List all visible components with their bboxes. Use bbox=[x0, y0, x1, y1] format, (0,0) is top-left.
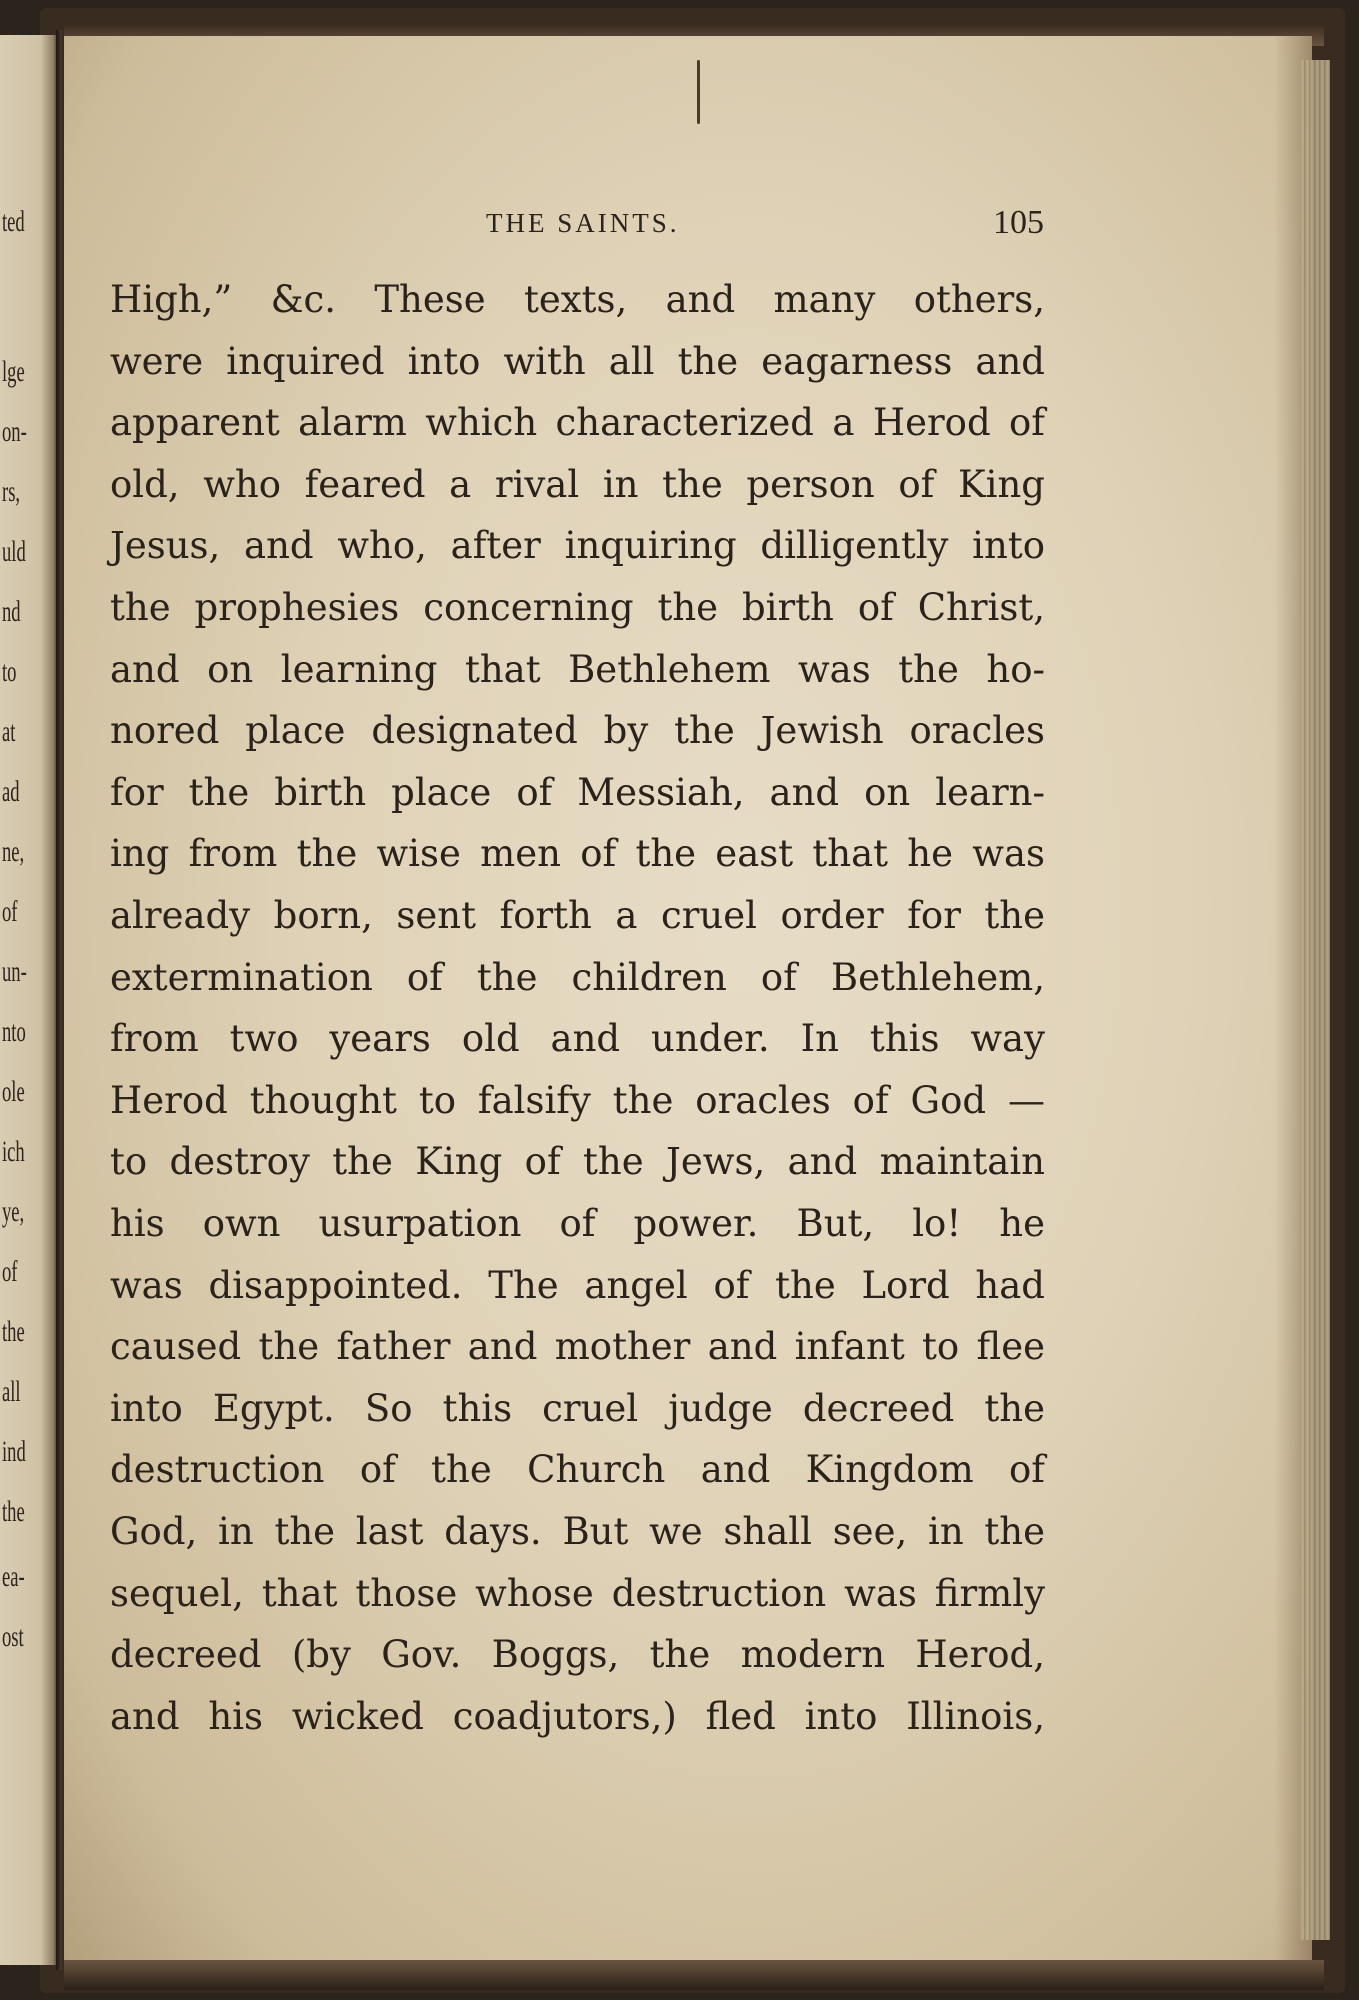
left-page-fragment: the bbox=[2, 1495, 25, 1528]
left-page-fragment: the bbox=[2, 1315, 25, 1348]
left-page-fragment: ole bbox=[2, 1075, 25, 1108]
text-line: and on learning that Bethlehem was the ho- bbox=[110, 647, 1045, 691]
text-line: old, who feared a rival in the person of King bbox=[110, 462, 1045, 506]
fold-mark bbox=[697, 60, 700, 124]
text-line: to destroy the King of the Jews, and maintain bbox=[110, 1140, 1045, 1184]
left-page-fragment: of bbox=[2, 1255, 18, 1288]
text-line: destruction of the Church and Kingdom of bbox=[110, 1448, 1045, 1492]
text-line: was disappointed. The angel of the Lord had bbox=[110, 1263, 1045, 1307]
left-page-fragment: ye, bbox=[2, 1195, 25, 1228]
left-page-fragment: ea- bbox=[2, 1560, 25, 1593]
text-line: already born, sent forth a cruel order for the bbox=[110, 894, 1045, 937]
left-page-fragment: to bbox=[2, 655, 17, 688]
running-head: THE SAINTS. bbox=[486, 208, 680, 238]
text-line: apparent alarm which characterized a Herod of bbox=[110, 401, 1045, 445]
left-page-fragment: un- bbox=[2, 955, 27, 988]
left-page-fragment: lge bbox=[2, 355, 25, 388]
page-edge bbox=[1300, 60, 1330, 1940]
text-line: into Egypt. So this cruel judge decreed the bbox=[110, 1386, 1045, 1430]
right-page bbox=[64, 36, 1312, 1968]
text-line: Herod thought to falsify the oracles of God — bbox=[110, 1078, 1045, 1122]
text-line: High,” &c. These texts, and many others, bbox=[110, 278, 1045, 321]
text-line: decreed (by Gov. Boggs, the modern Herod, bbox=[110, 1633, 1045, 1677]
left-page-fragment: uld bbox=[2, 535, 26, 568]
text-line: ing from the wise men of the east that he was bbox=[110, 832, 1045, 876]
text-line: his own usurpation of power. But, lo! he bbox=[110, 1202, 1045, 1245]
text-line: from two years old and under. In this way bbox=[110, 1017, 1045, 1061]
bottom-edge bbox=[64, 1960, 1324, 1990]
page-number: 105 bbox=[993, 204, 1044, 241]
left-page-fragment: at bbox=[2, 715, 16, 748]
text-line: for the birth place of Messiah, and on learn- bbox=[110, 770, 1045, 814]
book-gutter bbox=[56, 30, 62, 1970]
text-line: caused the father and mother and infant to flee bbox=[110, 1325, 1045, 1369]
left-page-fragment: ted bbox=[2, 205, 25, 238]
text-line: Jesus, and who, after inquiring dilligently into bbox=[110, 524, 1045, 568]
text-line: sequel, that those whose destruction was firmly bbox=[110, 1571, 1045, 1615]
text-line: extermination of the children of Bethlehem, bbox=[110, 955, 1045, 999]
left-page-fragment: nd bbox=[2, 595, 21, 628]
left-page-fragment: rs, bbox=[2, 475, 21, 508]
left-page-fragment: ind bbox=[2, 1435, 26, 1468]
left-page-fragment: ich bbox=[2, 1135, 25, 1168]
text-line: the prophesies concerning the birth of Christ, bbox=[110, 586, 1045, 629]
left-page-fragment: on- bbox=[2, 415, 27, 448]
text-line: and his wicked coadjutors,) fled into Illinois, bbox=[110, 1694, 1045, 1738]
left-page-fragment: ad bbox=[2, 775, 20, 808]
text-line: were inquired into with all the eagarness and bbox=[110, 339, 1045, 383]
left-page-fragment: ost bbox=[2, 1620, 24, 1653]
left-page-fragment: of bbox=[2, 895, 18, 928]
left-page-fragment: all bbox=[2, 1375, 21, 1408]
left-page-fragment: nto bbox=[2, 1015, 26, 1048]
left-facing-page bbox=[0, 35, 58, 1965]
text-line: God, in the last days. But we shall see, in the bbox=[110, 1510, 1045, 1553]
left-page-fragment: ne, bbox=[2, 835, 25, 868]
text-line: nored place designated by the Jewish oracles bbox=[110, 709, 1045, 753]
